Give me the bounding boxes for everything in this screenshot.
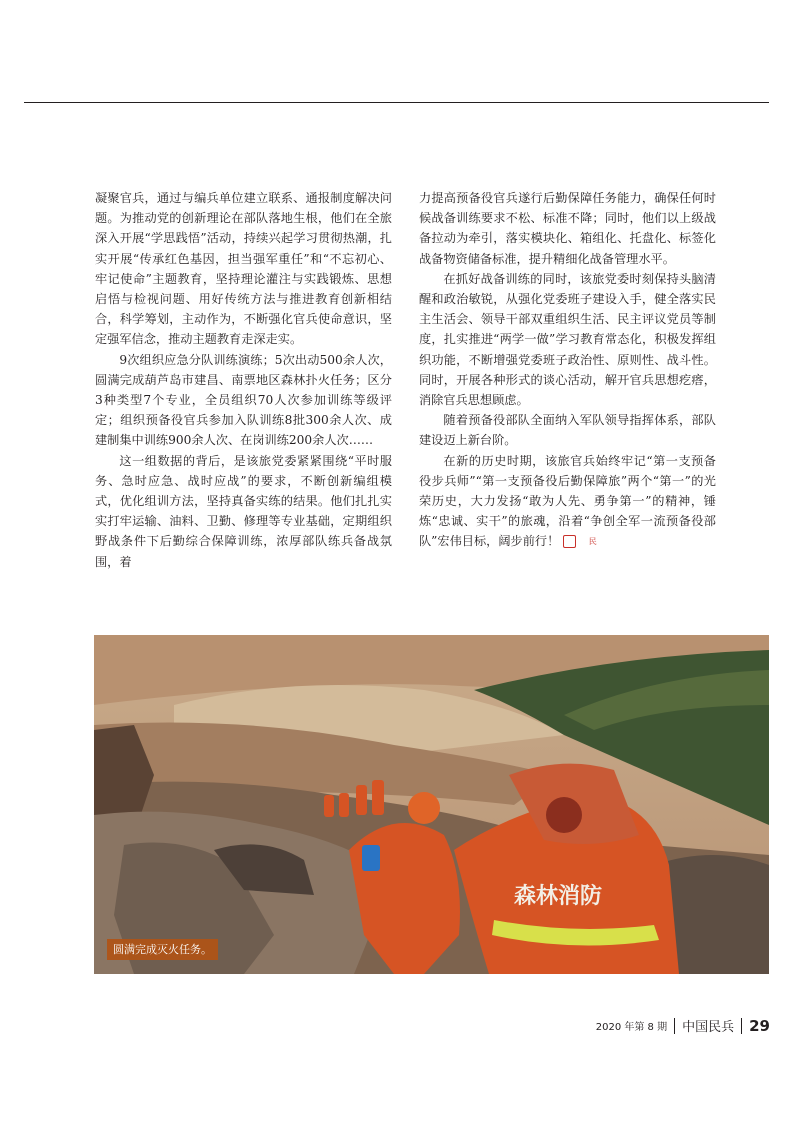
footer-divider bbox=[741, 1018, 742, 1034]
vest-lettering: 森林消防 bbox=[514, 884, 603, 909]
header-rule bbox=[24, 102, 769, 103]
page-footer bbox=[596, 1016, 770, 1035]
article-column-left bbox=[95, 188, 392, 572]
issue-label: 2020 年第 8 期 bbox=[595, 1022, 668, 1033]
paragraph bbox=[419, 451, 716, 552]
paragraph: 随着预备役部队全面纳入军队领导指挥体系，部队建设迈上新台阶。 bbox=[419, 413, 716, 448]
firefighters-on-mountain-image bbox=[94, 635, 769, 974]
footer-divider bbox=[674, 1018, 675, 1034]
magazine-name: 中国民兵 bbox=[682, 1020, 735, 1035]
page-number: 29 bbox=[749, 1016, 770, 1035]
paragraph: 9次组织应急分队训练演练；5次出动500余人次，圆满完成葫芦岛市建昌、南票地区森林扑火任务；区分3种类型7个专业，全员组织70人次参加训练等级评定；组织预备役官兵参加入队训练8批300余人次、成建制集中训练900余人次、在岗训练200余人次…… bbox=[95, 352, 392, 448]
photo-caption: 圆满完成灭火任务。 bbox=[107, 939, 218, 960]
paragraph-text: 在新的历史时期，该旅官兵始终牢记“第一支预备役步兵师”“第一支预备役后勤保障旅”两个“第一”的光荣历史，大力发扬“敢为人先、勇争第一”的精神，锤炼“忠诚、实干”的旅魂，沿着“争创全军一流预备役部队”宏伟目标，阔步前行！ bbox=[419, 453, 716, 549]
paragraph: 在抓好战备训练的同时，该旅党委时刻保持头脑清醒和政治敏锐，从强化党委班子建设入手，健全落实民主生活会、领导干部双重组织生活、民主评议党员等制度，扎实推进“两学一做”学习教育常态化，积极发挥组织功能，不断增强党委班子政治性、原则性、战斗性。同时，开展各种形式的谈心活动，解开官兵思想疙瘩，消除官兵思想顾虑。 bbox=[419, 271, 716, 408]
firefighting-photo bbox=[94, 635, 769, 974]
article-end-mark-icon: 民 bbox=[563, 535, 576, 548]
paragraph: 力提高预备役官兵遂行后勤保障任务能力，确保任何时候战备训练要求不松、标准不降；同时，他们以上级战备拉动为牵引，落实模块化、箱组化、托盘化、标签化战备物资储备标准，提升精细化战备管理水平。 bbox=[419, 191, 716, 266]
paragraph: 凝聚官兵，通过与编兵单位建立联系、通报制度解决问题。为推动党的创新理论在部队落地生根，他们在全旅深入开展“学思践悟”活动，持续兴起学习贯彻热潮，扎实开展“传承红色基因，担当强军重任”和“不忘初心、牢记使命”主题教育，坚持理论灌注与实践锻炼、思想启悟与检视问题、用好传统方法与推进教育创新相结合，科学筹划，主动作为，不断强化官兵使命意识，坚定强军信念，推动主题教育走深走实。 bbox=[95, 191, 392, 347]
paragraph: 这一组数据的背后，是该旅党委紧紧围绕“平时服务、急时应急、战时应战”的要求，不断创新编组模式，优化组训方法，坚持真备实练的结果。他们扎扎实实打牢运输、油料、卫勤、修理等专业基础，定期组织野战条件下后勤综合保障训练，浓厚部队练兵备战氛围，着 bbox=[95, 453, 392, 569]
article-column-right bbox=[419, 188, 716, 552]
